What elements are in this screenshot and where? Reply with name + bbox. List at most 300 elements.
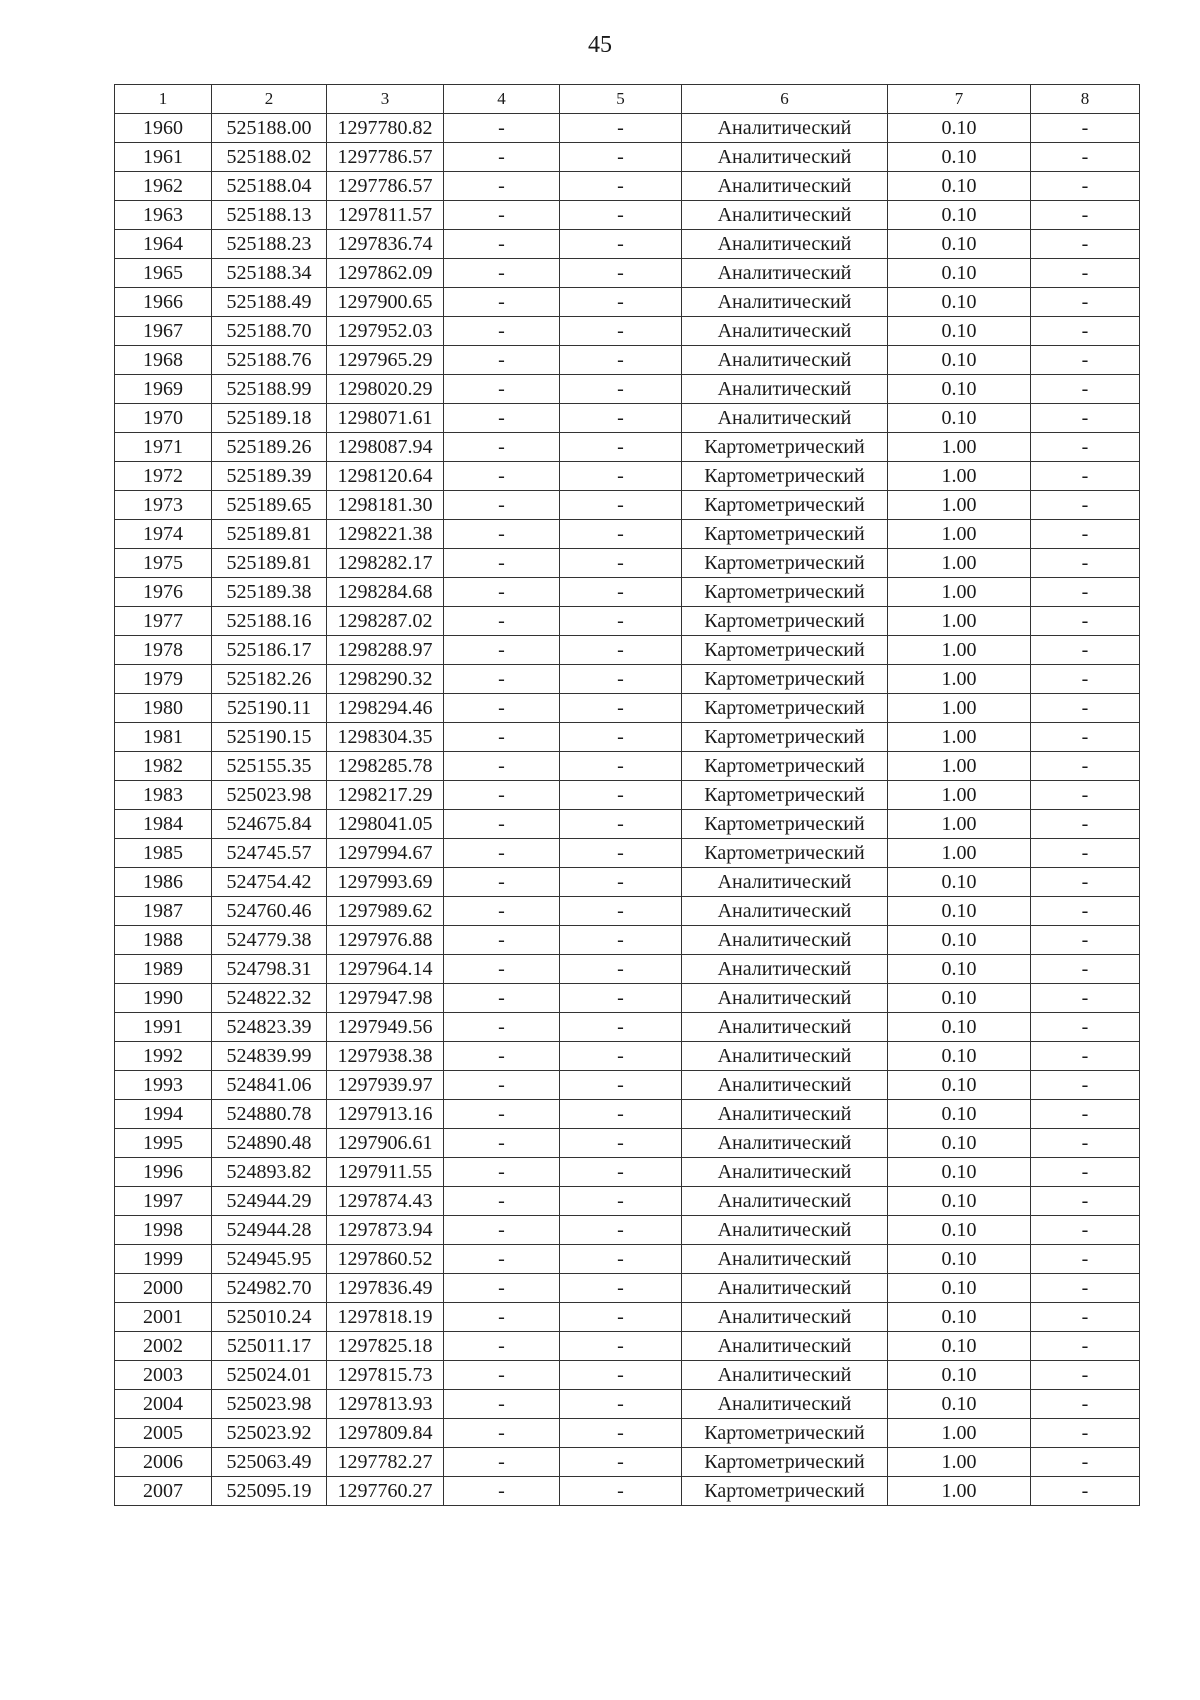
table-row [115,665,1140,694]
column-8-cell: - [1031,1448,1140,1477]
column-8-cell: - [1031,433,1140,462]
point-number-cell: 1987 [115,897,212,926]
method-cell: Аналитический [682,1158,888,1187]
column-5-cell: - [560,1071,682,1100]
y-coordinate-cell: 1297786.57 [327,172,444,201]
column-8-cell: - [1031,230,1140,259]
point-number-cell: 1974 [115,520,212,549]
column-5-cell: - [560,839,682,868]
method-cell: Картометрический [682,752,888,781]
column-4-cell: - [444,984,560,1013]
x-coordinate-cell: 524944.29 [212,1187,327,1216]
table-row [115,433,1140,462]
accuracy-cell: 0.10 [888,1129,1031,1158]
column-8-cell: - [1031,1361,1140,1390]
column-5-cell: - [560,172,682,201]
y-coordinate-cell: 1297813.93 [327,1390,444,1419]
method-cell: Аналитический [682,926,888,955]
method-cell: Аналитический [682,1332,888,1361]
point-number-cell: 1971 [115,433,212,462]
accuracy-cell: 0.10 [888,143,1031,172]
method-cell: Аналитический [682,1216,888,1245]
accuracy-cell: 0.10 [888,1332,1031,1361]
column-8-cell: - [1031,723,1140,752]
accuracy-cell: 1.00 [888,462,1031,491]
column-4-cell: - [444,462,560,491]
point-number-cell: 1966 [115,288,212,317]
table-row [115,520,1140,549]
accuracy-cell: 0.10 [888,288,1031,317]
method-cell: Картометрический [682,433,888,462]
column-header: 1 [115,85,212,114]
y-coordinate-cell: 1297873.94 [327,1216,444,1245]
point-number-cell: 2007 [115,1477,212,1506]
x-coordinate-cell: 524760.46 [212,897,327,926]
column-5-cell: - [560,201,682,230]
y-coordinate-cell: 1297780.82 [327,114,444,143]
column-5-cell: - [560,230,682,259]
accuracy-cell: 1.00 [888,549,1031,578]
table-row [115,926,1140,955]
point-number-cell: 1988 [115,926,212,955]
column-4-cell: - [444,1390,560,1419]
accuracy-cell: 0.10 [888,404,1031,433]
column-4-cell: - [444,578,560,607]
method-cell: Картометрический [682,1448,888,1477]
column-header: 2 [212,85,327,114]
column-header: 6 [682,85,888,114]
column-8-cell: - [1031,1071,1140,1100]
x-coordinate-cell: 525188.00 [212,114,327,143]
column-5-cell: - [560,1042,682,1071]
column-5-cell: - [560,1477,682,1506]
column-4-cell: - [444,1332,560,1361]
accuracy-cell: 1.00 [888,491,1031,520]
column-4-cell: - [444,1419,560,1448]
point-number-cell: 1986 [115,868,212,897]
column-5-cell: - [560,549,682,578]
y-coordinate-cell: 1297939.97 [327,1071,444,1100]
y-coordinate-cell: 1297786.57 [327,143,444,172]
table-row [115,375,1140,404]
table-row [115,694,1140,723]
column-8-cell: - [1031,1332,1140,1361]
method-cell: Аналитический [682,1245,888,1274]
point-number-cell: 1975 [115,549,212,578]
column-8-cell: - [1031,955,1140,984]
column-8-cell: - [1031,694,1140,723]
method-cell: Аналитический [682,201,888,230]
y-coordinate-cell: 1298217.29 [327,781,444,810]
point-number-cell: 1992 [115,1042,212,1071]
column-5-cell: - [560,404,682,433]
point-number-cell: 1998 [115,1216,212,1245]
column-header: 7 [888,85,1031,114]
method-cell: Аналитический [682,288,888,317]
point-number-cell: 2003 [115,1361,212,1390]
accuracy-cell: 0.10 [888,955,1031,984]
point-number-cell: 1984 [115,810,212,839]
table-row [115,491,1140,520]
table-row [115,1245,1140,1274]
column-8-cell: - [1031,636,1140,665]
method-cell: Аналитический [682,1100,888,1129]
column-4-cell: - [444,317,560,346]
x-coordinate-cell: 525182.26 [212,665,327,694]
method-cell: Аналитический [682,1274,888,1303]
y-coordinate-cell: 1297993.69 [327,868,444,897]
table-row [115,636,1140,665]
column-4-cell: - [444,955,560,984]
column-4-cell: - [444,1129,560,1158]
y-coordinate-cell: 1298290.32 [327,665,444,694]
column-8-cell: - [1031,926,1140,955]
y-coordinate-cell: 1298120.64 [327,462,444,491]
accuracy-cell: 1.00 [888,839,1031,868]
table-row [115,172,1140,201]
y-coordinate-cell: 1298285.78 [327,752,444,781]
accuracy-cell: 0.10 [888,1390,1031,1419]
column-5-cell: - [560,1274,682,1303]
column-header: 5 [560,85,682,114]
y-coordinate-cell: 1297964.14 [327,955,444,984]
method-cell: Аналитический [682,1071,888,1100]
accuracy-cell: 0.10 [888,1158,1031,1187]
column-4-cell: - [444,1361,560,1390]
table-row [115,143,1140,172]
table-row [115,1129,1140,1158]
point-number-cell: 1991 [115,1013,212,1042]
x-coordinate-cell: 524982.70 [212,1274,327,1303]
point-number-cell: 2005 [115,1419,212,1448]
point-number-cell: 1996 [115,1158,212,1187]
x-coordinate-cell: 524798.31 [212,955,327,984]
column-5-cell: - [560,1361,682,1390]
column-5-cell: - [560,868,682,897]
y-coordinate-cell: 1298284.68 [327,578,444,607]
column-8-cell: - [1031,1245,1140,1274]
x-coordinate-cell: 525188.76 [212,346,327,375]
table-row [115,1100,1140,1129]
column-4-cell: - [444,346,560,375]
y-coordinate-cell: 1298041.05 [327,810,444,839]
column-5-cell: - [560,1419,682,1448]
method-cell: Картометрический [682,665,888,694]
y-coordinate-cell: 1297965.29 [327,346,444,375]
accuracy-cell: 1.00 [888,520,1031,549]
y-coordinate-cell: 1298304.35 [327,723,444,752]
table-row [115,1158,1140,1187]
column-4-cell: - [444,375,560,404]
x-coordinate-cell: 524893.82 [212,1158,327,1187]
table-row [115,607,1140,636]
point-number-cell: 1994 [115,1100,212,1129]
accuracy-cell: 1.00 [888,781,1031,810]
column-8-cell: - [1031,752,1140,781]
column-5-cell: - [560,520,682,549]
method-cell: Картометрический [682,839,888,868]
column-8-cell: - [1031,375,1140,404]
point-number-cell: 1980 [115,694,212,723]
accuracy-cell: 0.10 [888,1013,1031,1042]
table-row [115,462,1140,491]
method-cell: Картометрический [682,549,888,578]
table-header-row [115,85,1140,114]
column-4-cell: - [444,868,560,897]
column-5-cell: - [560,259,682,288]
column-5-cell: - [560,346,682,375]
column-4-cell: - [444,1477,560,1506]
column-8-cell: - [1031,549,1140,578]
column-8-cell: - [1031,172,1140,201]
y-coordinate-cell: 1298294.46 [327,694,444,723]
point-number-cell: 1989 [115,955,212,984]
method-cell: Аналитический [682,1129,888,1158]
column-5-cell: - [560,1129,682,1158]
accuracy-cell: 0.10 [888,1303,1031,1332]
accuracy-cell: 1.00 [888,665,1031,694]
column-4-cell: - [444,1158,560,1187]
y-coordinate-cell: 1297913.16 [327,1100,444,1129]
y-coordinate-cell: 1298221.38 [327,520,444,549]
column-8-cell: - [1031,897,1140,926]
point-number-cell: 1995 [115,1129,212,1158]
x-coordinate-cell: 525189.26 [212,433,327,462]
point-number-cell: 1960 [115,114,212,143]
x-coordinate-cell: 525095.19 [212,1477,327,1506]
y-coordinate-cell: 1297900.65 [327,288,444,317]
point-number-cell: 1961 [115,143,212,172]
y-coordinate-cell: 1298020.29 [327,375,444,404]
column-5-cell: - [560,810,682,839]
point-number-cell: 1969 [115,375,212,404]
table-row [115,578,1140,607]
table-row [115,549,1140,578]
x-coordinate-cell: 525188.02 [212,143,327,172]
x-coordinate-cell: 525189.65 [212,491,327,520]
x-coordinate-cell: 525186.17 [212,636,327,665]
column-8-cell: - [1031,1216,1140,1245]
x-coordinate-cell: 524880.78 [212,1100,327,1129]
method-cell: Аналитический [682,955,888,984]
column-5-cell: - [560,781,682,810]
column-5-cell: - [560,1216,682,1245]
accuracy-cell: 1.00 [888,636,1031,665]
point-number-cell: 1993 [115,1071,212,1100]
method-cell: Аналитический [682,1187,888,1216]
column-8-cell: - [1031,1158,1140,1187]
accuracy-cell: 0.10 [888,375,1031,404]
page-number: 45 [588,32,612,58]
column-5-cell: - [560,607,682,636]
column-8-cell: - [1031,114,1140,143]
x-coordinate-cell: 525010.24 [212,1303,327,1332]
y-coordinate-cell: 1297760.27 [327,1477,444,1506]
table-row [115,317,1140,346]
point-number-cell: 1976 [115,578,212,607]
column-8-cell: - [1031,781,1140,810]
accuracy-cell: 0.10 [888,201,1031,230]
accuracy-cell: 0.10 [888,346,1031,375]
accuracy-cell: 0.10 [888,1187,1031,1216]
column-8-cell: - [1031,1303,1140,1332]
column-4-cell: - [444,201,560,230]
table-row [115,1303,1140,1332]
y-coordinate-cell: 1297874.43 [327,1187,444,1216]
column-4-cell: - [444,143,560,172]
column-4-cell: - [444,694,560,723]
column-8-cell: - [1031,491,1140,520]
y-coordinate-cell: 1298287.02 [327,607,444,636]
column-8-cell: - [1031,578,1140,607]
column-4-cell: - [444,723,560,752]
x-coordinate-cell: 524822.32 [212,984,327,1013]
column-4-cell: - [444,1042,560,1071]
y-coordinate-cell: 1297938.38 [327,1042,444,1071]
x-coordinate-cell: 525011.17 [212,1332,327,1361]
method-cell: Аналитический [682,1390,888,1419]
column-4-cell: - [444,172,560,201]
x-coordinate-cell: 524945.95 [212,1245,327,1274]
table-row [115,1419,1140,1448]
column-header: 4 [444,85,560,114]
method-cell: Картометрический [682,1477,888,1506]
column-5-cell: - [560,1303,682,1332]
x-coordinate-cell: 525023.98 [212,781,327,810]
accuracy-cell: 0.10 [888,926,1031,955]
x-coordinate-cell: 524841.06 [212,1071,327,1100]
method-cell: Аналитический [682,1303,888,1332]
accuracy-cell: 0.10 [888,1100,1031,1129]
column-8-cell: - [1031,1477,1140,1506]
point-number-cell: 2002 [115,1332,212,1361]
table-row [115,1216,1140,1245]
method-cell: Аналитический [682,317,888,346]
x-coordinate-cell: 525063.49 [212,1448,327,1477]
column-4-cell: - [444,491,560,520]
method-cell: Аналитический [682,404,888,433]
point-number-cell: 2000 [115,1274,212,1303]
accuracy-cell: 0.10 [888,1042,1031,1071]
table-row [115,1042,1140,1071]
column-4-cell: - [444,1100,560,1129]
method-cell: Аналитический [682,375,888,404]
y-coordinate-cell: 1297836.49 [327,1274,444,1303]
x-coordinate-cell: 525188.16 [212,607,327,636]
table-row [115,1013,1140,1042]
column-4-cell: - [444,1448,560,1477]
column-8-cell: - [1031,288,1140,317]
column-4-cell: - [444,607,560,636]
method-cell: Аналитический [682,984,888,1013]
x-coordinate-cell: 525189.38 [212,578,327,607]
x-coordinate-cell: 525189.81 [212,520,327,549]
accuracy-cell: 0.10 [888,868,1031,897]
point-number-cell: 2004 [115,1390,212,1419]
accuracy-cell: 0.10 [888,230,1031,259]
y-coordinate-cell: 1297815.73 [327,1361,444,1390]
y-coordinate-cell: 1297952.03 [327,317,444,346]
accuracy-cell: 0.10 [888,317,1031,346]
point-number-cell: 2006 [115,1448,212,1477]
y-coordinate-cell: 1297860.52 [327,1245,444,1274]
point-number-cell: 1985 [115,839,212,868]
column-4-cell: - [444,1303,560,1332]
column-8-cell: - [1031,607,1140,636]
column-header: 3 [327,85,444,114]
y-coordinate-cell: 1297818.19 [327,1303,444,1332]
column-4-cell: - [444,781,560,810]
coordinates-table [114,84,1140,1506]
column-4-cell: - [444,1187,560,1216]
column-8-cell: - [1031,1100,1140,1129]
method-cell: Аналитический [682,868,888,897]
column-5-cell: - [560,1013,682,1042]
table-row [115,114,1140,143]
column-5-cell: - [560,578,682,607]
column-4-cell: - [444,839,560,868]
column-8-cell: - [1031,520,1140,549]
x-coordinate-cell: 524745.57 [212,839,327,868]
column-4-cell: - [444,520,560,549]
method-cell: Картометрический [682,607,888,636]
column-5-cell: - [560,491,682,520]
x-coordinate-cell: 525189.39 [212,462,327,491]
x-coordinate-cell: 524779.38 [212,926,327,955]
y-coordinate-cell: 1298181.30 [327,491,444,520]
column-5-cell: - [560,462,682,491]
column-4-cell: - [444,752,560,781]
column-5-cell: - [560,433,682,462]
x-coordinate-cell: 525189.18 [212,404,327,433]
x-coordinate-cell: 525188.13 [212,201,327,230]
method-cell: Аналитический [682,143,888,172]
table-row [115,1274,1140,1303]
table-row [115,1390,1140,1419]
accuracy-cell: 1.00 [888,694,1031,723]
column-5-cell: - [560,288,682,317]
accuracy-cell: 0.10 [888,1361,1031,1390]
point-number-cell: 1963 [115,201,212,230]
column-5-cell: - [560,723,682,752]
y-coordinate-cell: 1297836.74 [327,230,444,259]
accuracy-cell: 0.10 [888,984,1031,1013]
column-8-cell: - [1031,1274,1140,1303]
x-coordinate-cell: 525023.92 [212,1419,327,1448]
point-number-cell: 1968 [115,346,212,375]
point-number-cell: 1981 [115,723,212,752]
column-8-cell: - [1031,143,1140,172]
column-4-cell: - [444,288,560,317]
table-body [115,114,1140,1506]
method-cell: Картометрический [682,723,888,752]
y-coordinate-cell: 1298087.94 [327,433,444,462]
point-number-cell: 1999 [115,1245,212,1274]
point-number-cell: 1983 [115,781,212,810]
x-coordinate-cell: 524890.48 [212,1129,327,1158]
column-8-cell: - [1031,839,1140,868]
x-coordinate-cell: 525188.34 [212,259,327,288]
column-5-cell: - [560,665,682,694]
y-coordinate-cell: 1297782.27 [327,1448,444,1477]
column-4-cell: - [444,1013,560,1042]
accuracy-cell: 0.10 [888,1245,1031,1274]
point-number-cell: 1964 [115,230,212,259]
column-4-cell: - [444,1071,560,1100]
accuracy-cell: 1.00 [888,433,1031,462]
method-cell: Аналитический [682,346,888,375]
x-coordinate-cell: 524839.99 [212,1042,327,1071]
